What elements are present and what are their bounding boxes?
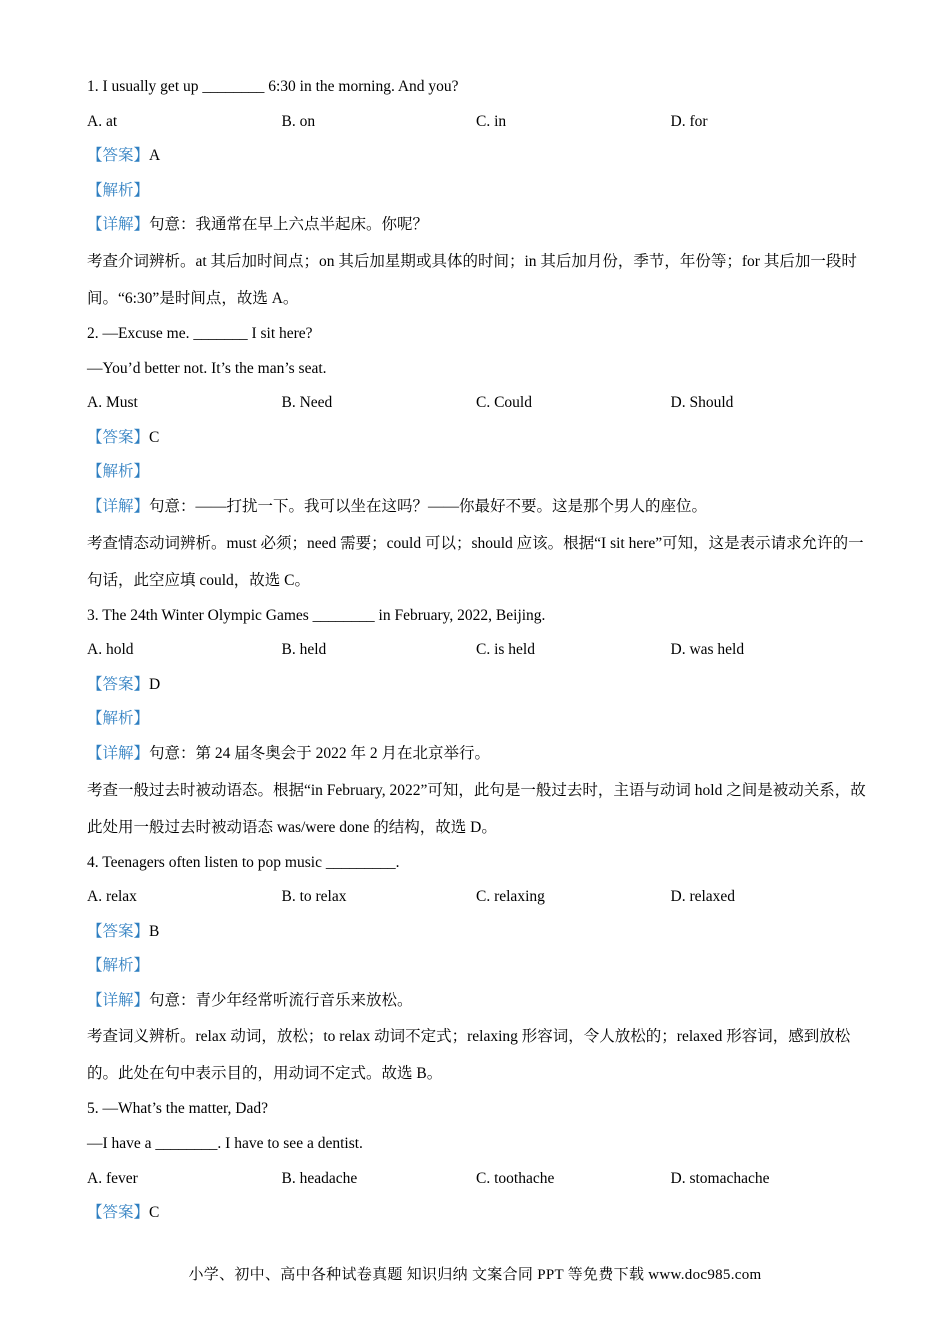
question-stem-reply: —I have a ________. I have to see a dentist.	[87, 1135, 363, 1153]
option-c: C. relaxing	[476, 888, 545, 906]
question-stem: 3. The 24th Winter Olympic Games ________ in February, 2022, Beijing.	[87, 606, 546, 624]
question-3	[87, 599, 867, 846]
page-footer: 小学、初中、高中各种试卷真题 知识归纳 文案合同 PPT 等免费下载 www.doc985.com	[188, 1267, 762, 1283]
options-row	[87, 105, 867, 140]
option-c: C. in	[476, 112, 507, 130]
option-b: B. headache	[281, 1169, 358, 1187]
option-b: B. to relax	[281, 888, 347, 906]
detail-text: 句意：我通常在早上六点半起床。你呢？	[149, 216, 429, 234]
answer-tag: 【答案】	[87, 922, 150, 940]
detail-text: 句意：第 24 届冬奥会于 2022 年 2 月在北京举行。	[149, 744, 491, 762]
answer-tag: 【答案】	[87, 147, 150, 165]
analysis-tag: 【解析】	[87, 710, 150, 728]
answer-line	[87, 421, 867, 456]
detail-tag: 【详解】	[87, 216, 150, 234]
explanation-text: 考查介词辨析。at 其后加时间点；on 其后加星期或具体的时间；in 其后加月份，季节，年份等；for 其后加一段时间。“6:30”是时间点，故选 A。	[87, 252, 857, 307]
explanation-text: 考查一般过去时被动语态。根据“in February, 2022”可知，此句是一般过去时，主语与动词 hold 之间是被动关系，故此处用一般过去时被动语态 was/were done 的结构，故选 D。	[87, 781, 866, 836]
analysis-tag: 【解析】	[87, 463, 150, 481]
detail-text: 句意：青少年经常听流行音乐来放松。	[149, 991, 413, 1009]
option-c: C. is held	[476, 641, 535, 659]
detail-tag: 【详解】	[87, 744, 150, 762]
option-d: D. for	[670, 112, 708, 130]
analysis-tag: 【解析】	[87, 181, 150, 199]
option-c: C. Could	[476, 394, 532, 412]
detail-line	[87, 490, 867, 525]
option-d: D. was held	[670, 641, 745, 659]
option-d: D. relaxed	[670, 888, 736, 906]
analysis-line	[87, 949, 867, 984]
answer-value: A	[149, 147, 161, 165]
answer-value: C	[149, 428, 160, 446]
answer-tag: 【答案】	[87, 1204, 150, 1222]
answer-line	[87, 668, 867, 703]
answer-tag: 【答案】	[87, 428, 150, 446]
detail-line	[87, 984, 867, 1019]
option-a: A. at	[87, 112, 118, 130]
detail-tag: 【详解】	[87, 991, 150, 1009]
option-a: A. Must	[87, 394, 138, 412]
answer-line	[87, 915, 867, 950]
detail-line	[87, 208, 867, 243]
question-stem: 1. I usually get up ________ 6:30 in the morning. And you?	[87, 78, 459, 95]
options-row	[87, 1162, 867, 1197]
option-a: A. relax	[87, 888, 137, 906]
answer-line	[87, 1196, 867, 1231]
option-b: B. Need	[281, 394, 333, 412]
question-stem: 5. —What’s the matter, Dad?	[87, 1100, 269, 1118]
answer-tag: 【答案】	[87, 675, 150, 693]
option-d: D. stomachache	[670, 1169, 770, 1187]
question-2	[87, 317, 867, 599]
options-row	[87, 386, 867, 421]
question-list	[87, 70, 867, 1231]
option-a: A. hold	[87, 641, 134, 659]
detail-tag: 【详解】	[87, 497, 150, 515]
options-row	[87, 633, 867, 668]
question-5	[87, 1092, 867, 1230]
question-stem: 4. Teenagers often listen to pop music _________.	[87, 853, 400, 871]
option-b: B. held	[281, 641, 327, 659]
answer-value: C	[149, 1204, 160, 1222]
answer-value: D	[149, 675, 161, 693]
analysis-tag: 【解析】	[87, 957, 150, 975]
question-4	[87, 846, 867, 1093]
question-stem-reply: —You’d better not. It’s the man’s seat.	[87, 359, 327, 377]
analysis-line	[87, 174, 867, 209]
question-stem: 2. —Excuse me. _______ I sit here?	[87, 324, 313, 342]
option-d: D. Should	[670, 394, 734, 412]
question-1	[87, 70, 867, 317]
analysis-line	[87, 702, 867, 737]
analysis-line	[87, 455, 867, 490]
detail-text: 句意：——打扰一下。我可以坐在这吗？——你最好不要。这是那个男人的座位。	[149, 497, 708, 515]
option-a: A. fever	[87, 1169, 138, 1187]
explanation-text: 考查情态动词辨析。must 必须；need 需要；could 可以；should 应该。根据“I sit here”可知，这是表示请求允许的一句话，此空应填 could，故选 C。	[87, 534, 864, 589]
option-b: B. on	[281, 112, 316, 130]
detail-line	[87, 737, 867, 772]
answer-line	[87, 139, 867, 174]
answer-value: B	[149, 922, 160, 940]
options-row	[87, 880, 867, 915]
option-c: C. toothache	[476, 1169, 555, 1187]
explanation-text: 考查词义辨析。relax 动词，放松；to relax 动词不定式；relaxing 形容词，令人放松的；relaxed 形容词，感到放松的。此处在句中表示目的，用动词不定式。故选 B。	[87, 1028, 851, 1083]
